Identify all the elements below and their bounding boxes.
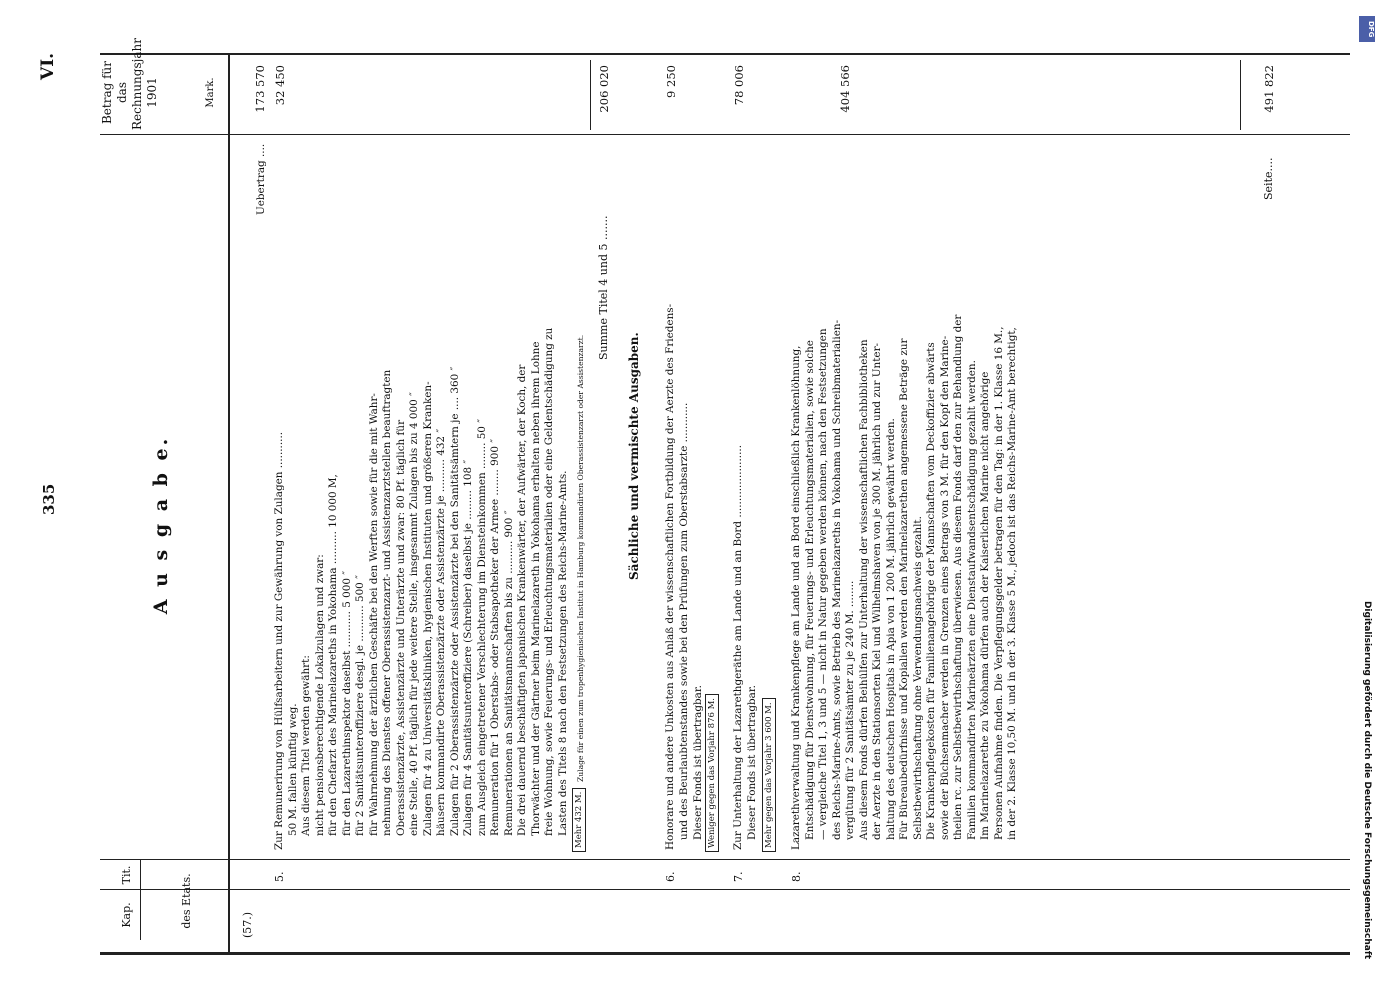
page-number: 335 [40,483,58,515]
summe-label: Summe Titel 4 und 5 ....... [597,215,610,360]
badge-t6: Weniger gegen das Vorjahr 876 M. [705,694,719,852]
title-5-line: Die drei dauernd beschäftigten japanischen Krankenwärter, der Aufwärter, der Koch, der [516,364,528,836]
title-8-line: Lazarethverwaltung und Krankenpflege am Lande und an Bord einschließlich Krankenlöhnung, [790,345,802,850]
header-betrag: Betrag für das Rechnungsjahr 1901 [100,38,159,130]
section-title-saechliche: Sächliche und vermischte Ausgaben. [627,332,641,580]
title-5-line: Zulagen für 2 Oberassistenzärzte oder Assistenzärzte bei den Sanitätsämtern je .... 360 ″ [448,366,461,836]
header-mark: Mark. [205,77,216,108]
title-8-line: vergütung für 2 Sanitätsämter zu je 240 M. ........ [844,580,856,840]
title-5-line: Remunerationen an Sanitätsmannschaften bis zu .......... 900 ″ [502,510,515,836]
amount-t8: 404 566 [838,65,852,113]
table-right-border [100,53,1350,55]
title-7-line: Zur Unterhaltung der Lazarethgeräthe am Lande und an Bord ...................... [732,445,744,850]
title-8-line: Personen Aufnahme finden. Die Verpflegungsgelder betragen für den Tag: in der 1. Klasse 16 M., [992,326,1005,840]
header-des-etats: des Etats. [180,873,193,929]
header-tit: Tit. [120,865,133,885]
seite-label: Seite.... [1262,157,1275,200]
title-5-line: für 2 Sanitätsunteroffiziere desgl. je ........... 500 ″ [354,575,366,836]
title-5-line: für den Lazarethinspektor daselbst ........... 5 000 ″ [340,570,353,836]
tit-column-rule [100,859,1350,860]
title-8-line: in der 2. Klasse 10,50 M. und in der 3. Klasse 5 M., jedoch ist das Reichs-Marine-Amt berechtigt, [1006,327,1018,840]
title-8-line: Selbstbewirthschaftung ohne Verwendungsnachweis gezahlt. [911,516,924,840]
title-5-line: Zur Remunerirung von Hülfsarbeitern und zur Gewährung von Zulagen ........... [273,431,285,850]
title-5-line: Zulagen für 4 Sanitätsunteroffiziere (Schreiber) daselbst je ......... 108 ″ [462,459,474,836]
amount-t5: 32 450 [273,65,287,106]
title-5-line: zum Ausgleich eingetretener Verschlechterung im Diensteinkommen ........ 50 ″ [475,418,488,836]
title-8-line: Entschädigung für Dienstwohnung, für Feuerungs- und Erleuchtungsmaterialien, sowie solche [803,340,816,840]
title-8-line: des Reichs-Marine-Amts, sowie Betrieb des Marinelazareths in Yokohama und Schreibmaterialien- [830,319,843,840]
title-5-line: 50 M. fallen künftig weg. [286,703,299,836]
title-6-line: Dieser Fonds ist übertragbar. [692,685,704,840]
title-6-line: und des Beurlaubtenstandes sowie bei den Prüfungen zum Oberstabsarzte ............ [678,402,690,840]
amount-t7: 78 006 [732,65,746,106]
digitization-credit-text: Digitalisierung gefördert durch die Deutsche Forschungsgemeinschaft [1362,600,1372,960]
kap-tit-divider [140,860,141,940]
title-8-line: Aus diesem Fonds dürfen Beihülfen zur Unterhaltung der wissenschaftlichen Fachbibliotheken [857,339,870,840]
title-5-line: für Wahrnehmung der ärztlichen Geschäfte bei den Werften sowie für die mit Wahr- [367,393,380,836]
summe-rule [590,60,591,130]
kap-column-rule [100,889,1350,890]
amount-summe: 206 020 [597,65,611,113]
title-6-line: Honorare und andere Unkosten aus Anlaß der wissenschaftlichen Fortbildung der Aerzte des Friedens- [664,303,676,850]
title-8-line: — vergleiche Titel 1, 3 und 5 — nicht in Natur gegeben werden können, nach den Festsetzungen [817,328,829,840]
title-8-line: Die Krankenpflegekosten für Familienangehörige der Mannschaften vom Deckoffizier abwärts [925,342,937,840]
title-5-line: häusern kommandirte Oberassistenzärzte oder Assistenzärzte je .......... 432 ″ [435,428,447,836]
title-7-line: Dieser Fonds ist übertragbar. [746,685,758,840]
title-8-line: Im Marinelazarethe zu Yokohama dürfen auch der Kaiserlichen Marine nicht angehörige [979,371,991,840]
title-5-line: nehmung des Dienstes offener Oberassistenzarzt- und Assistenzarztstellen beauftragten [381,369,393,836]
header-kap: Kap. [120,902,133,928]
title-8-line: theilen rc. zur Selbstbewirthschaftung überwiesen. Aus diesem Fonds darf den zur Behandlung der [952,314,964,840]
title-8-line: der Aerzte in den Stationsorten Kiel und Wilhelmshaven von je 300 M. jährlich und zur Unter- [871,342,883,840]
amount-uebertrag: 173 570 [253,65,267,113]
title-5-line: Zulagen für 4 zu Universitätskliniken, hygienischen Instituten und größeren Kranken- [421,381,434,836]
uebertrag-label: Uebertrag .... [255,143,267,215]
tit-5: 5. [273,871,286,882]
title-5-line: Oberassistenzärzte, Assistenzärzte und Unterärzte und zwar: 80 Pf. täglich für [394,419,407,836]
table-left-border [100,952,1350,955]
amount-column-rule [100,134,1350,135]
note-t5: Zulage für einen zum tropenhygienischen Institut in Hamburg kommandirten Oberassistenzarzt oder Assistenzarzt. [576,334,585,782]
title-6-tit: 6. [664,871,677,882]
title-8-tit: 8. [790,871,803,882]
title-5-line: eine Stelle, 40 Pf. täglich für jede weitere Stelle, insgesammt Zulagen bis zu 4 000 ″ [408,392,420,836]
title-5-line: nicht pensionsberechtigende Lokalzulagen und zwar: [313,554,326,836]
kap-value: (57.) [241,911,254,938]
title-5-line: Lasten des Titels 8 nach den Festsetzungen des Reichs-Marine-Amts. [556,470,569,836]
title-5-line: Remuneration für 1 Oberstabs- oder Stabsapotheker der Armee ........ 900 ″ [489,438,501,836]
badge-mehr-t5: Mehr 432 M. [572,788,586,852]
title-5-line: für den Chefarzt des Marinelazareths in Yokohama .......... 10 000 M, [327,474,339,836]
header-title: A u s g a b e. [150,435,172,615]
title-8-line: sowie der Büchsenmacher werden in Grenzen eines Betrags von 3 M. für den Kopf den Marine- [938,335,951,840]
amount-t6: 9 250 [664,65,678,98]
dfg-logo: DFG [1359,16,1375,42]
title-8-line: haltung des deutschen Hospitals in Apia von 1 200 M. jährlich gewährt werden. [884,418,897,840]
title-7-tit: 7. [732,871,745,882]
title-8-line: Für Büreaubedürfnisse und Kopialien werden den Marinelazarethen angemessene Beträge zur [898,338,910,840]
section-number: VI. [38,52,58,80]
title-5-line: Thorwächter und der Gärtner beim Marinelazareth in Yokohama erhalten neben ihrem Lohne [529,341,542,836]
amount-seite: 491 822 [1262,65,1276,113]
seite-rule [1240,60,1241,130]
header-rule [228,55,230,955]
badge-t7: Mehr gegen das Vorjahr 3 600 M. [762,698,776,852]
title-8-line: Familien kommandirten Marineärzten eine Dienstaufwandsentschädigung gezahlt werden. [965,360,978,840]
title-5-line: Aus diesem Titel werden gewährt: [300,655,312,836]
title-5-line: freie Wohnung, sowie Feuerungs- und Erleuchtungsmaterialien oder eine Geldentschädigung zu [543,327,555,836]
digitization-credit [1355,10,1379,990]
